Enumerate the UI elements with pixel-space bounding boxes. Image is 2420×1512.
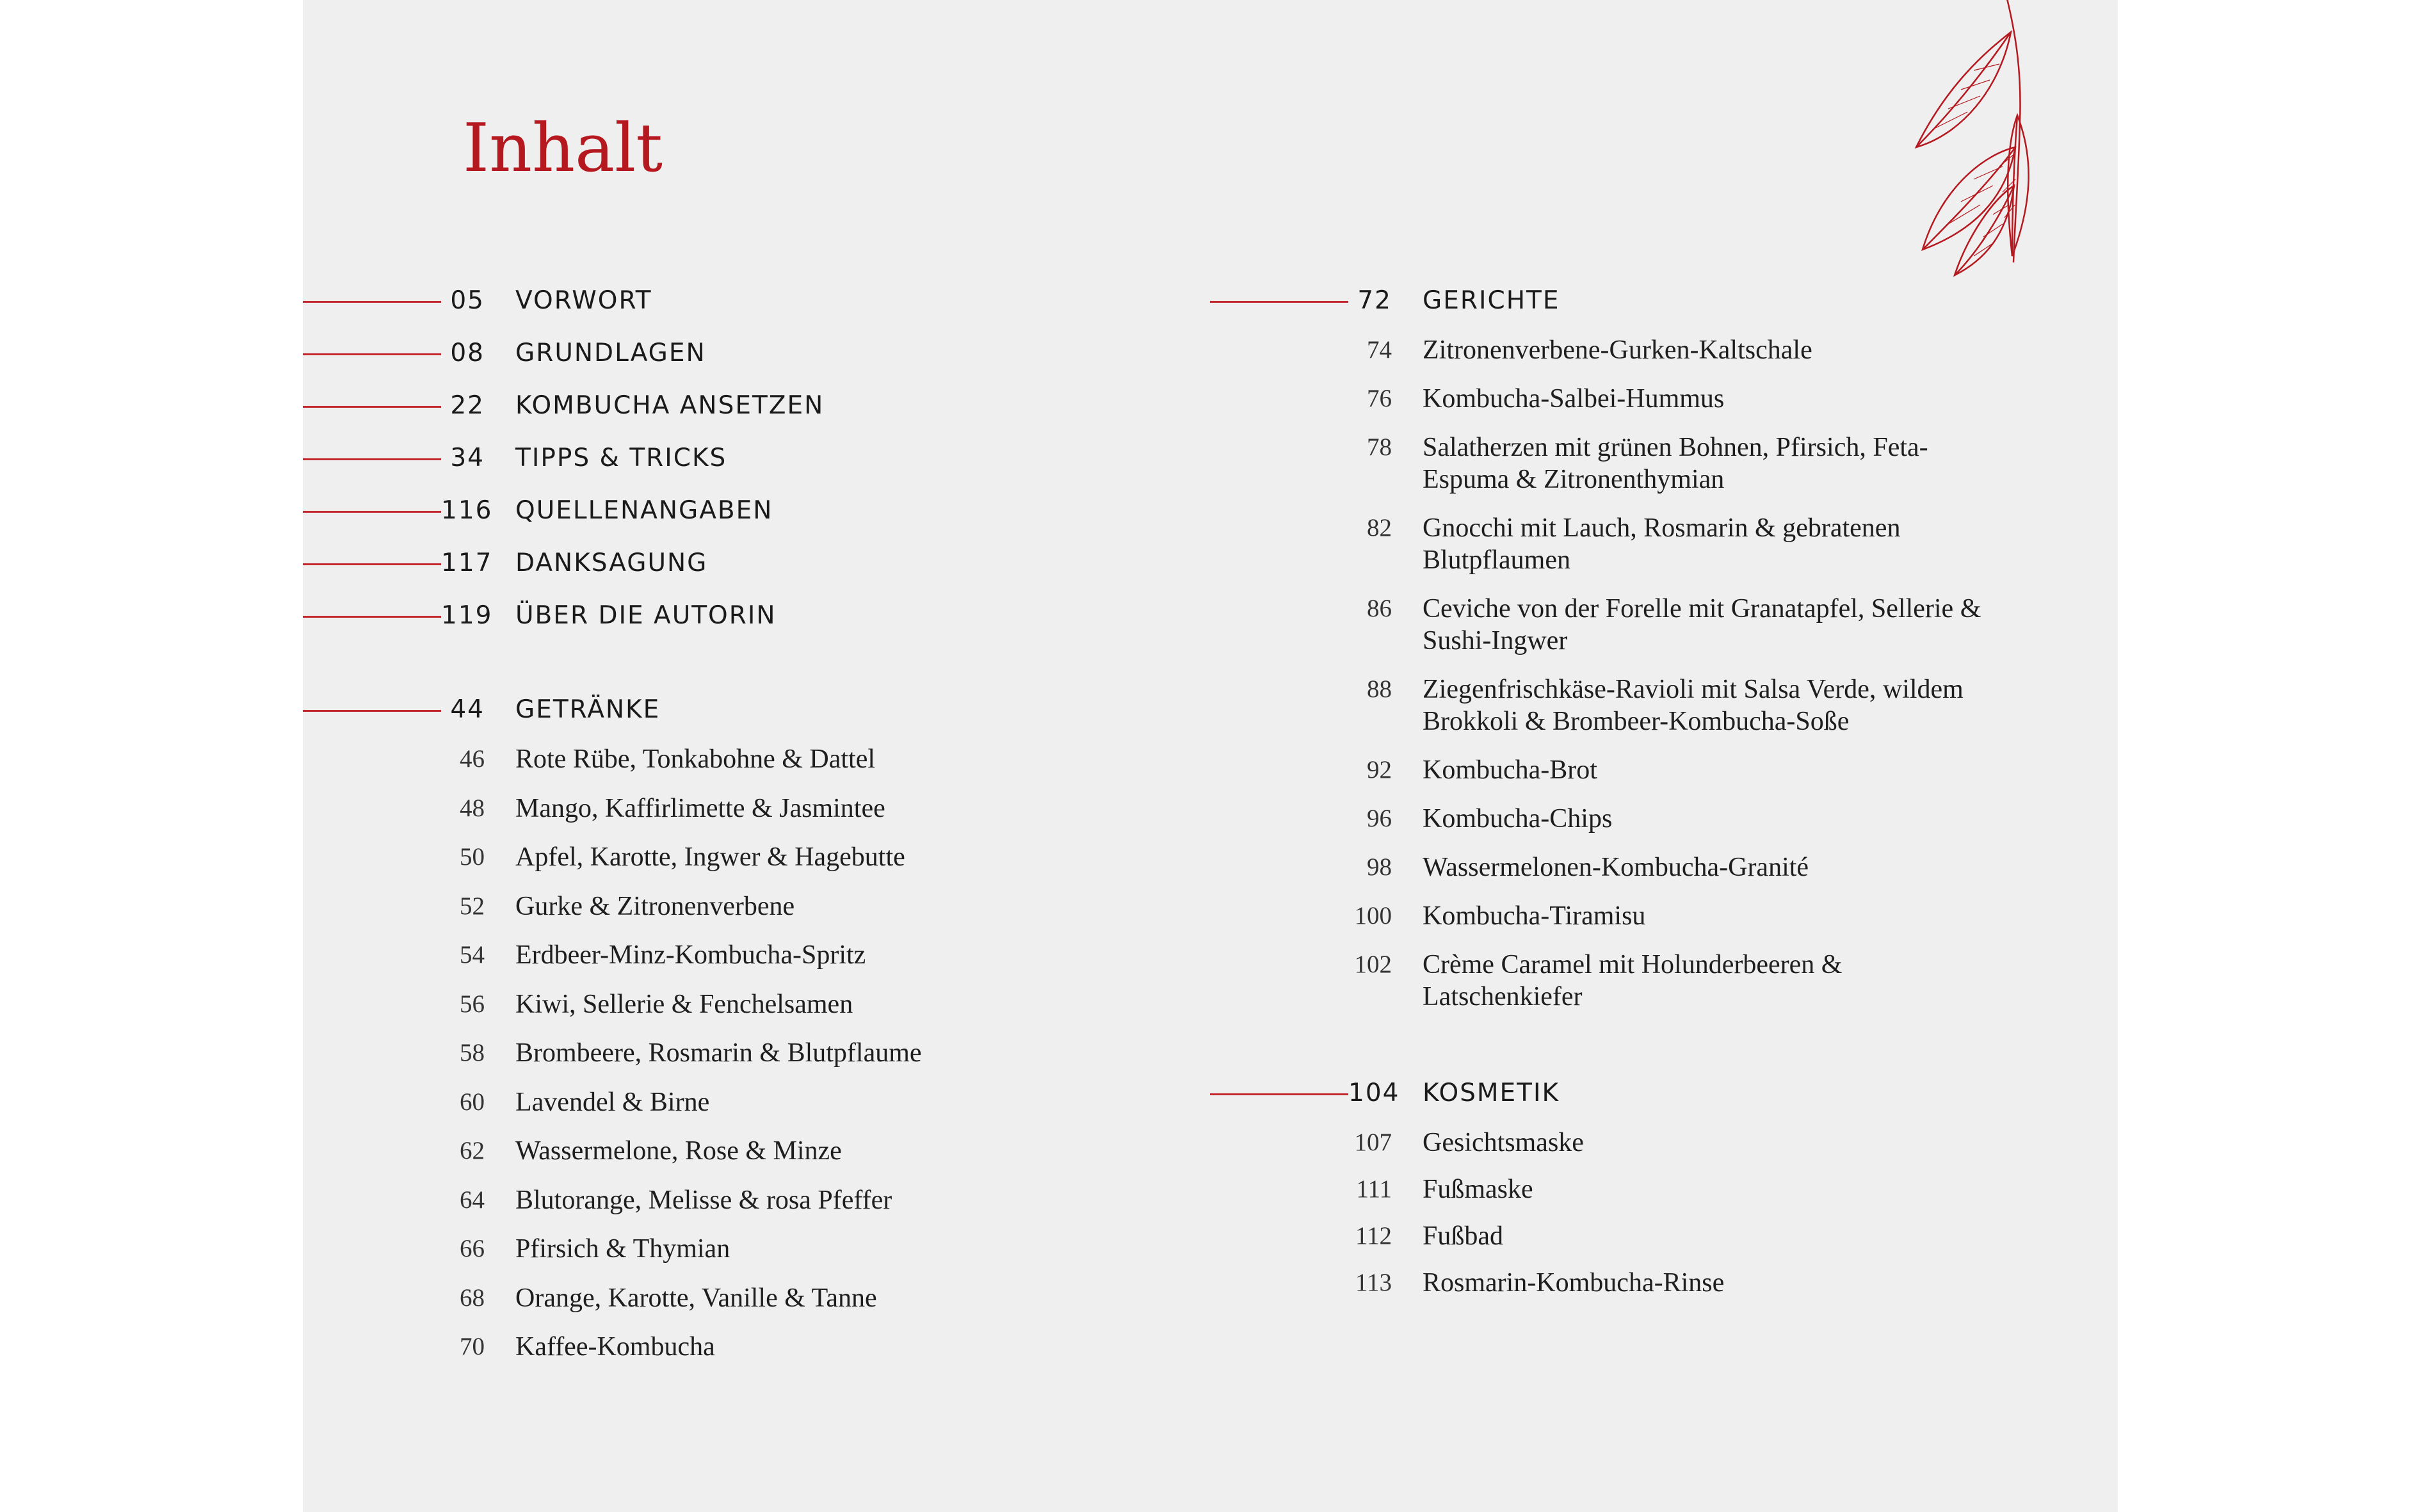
page-number: 104	[1348, 1079, 1400, 1107]
page-number: 34	[450, 444, 485, 472]
section-rule	[303, 616, 441, 618]
toc-section-dishes[interactable]	[1210, 282, 2042, 334]
section-title: DANKSAGUNG	[515, 549, 708, 577]
entry-title: Kombucha-Brot	[1423, 755, 1597, 785]
toc-entry[interactable]	[303, 841, 1135, 890]
page-number: 48	[460, 794, 485, 822]
section-title: GETRÄNKE	[515, 695, 661, 724]
entry-title: Rosmarin-Kombucha-Rinse	[1423, 1268, 1725, 1298]
toc-entry[interactable]	[1210, 1220, 2042, 1267]
toc-section-drinks[interactable]	[303, 691, 1135, 743]
section-rule	[303, 458, 441, 460]
toc-entry[interactable]	[1210, 949, 2042, 1029]
entry-title: Ceviche von der Forelle mit Granatapfel, Sellerie & Sushi-Ingwer	[1423, 594, 1981, 655]
section-title: TIPPS & TRICKS	[515, 444, 727, 472]
section-rule	[303, 563, 441, 565]
entry-title: Kombucha-Salbei-Hummus	[1423, 384, 1725, 414]
toc-entry[interactable]	[1210, 900, 2042, 949]
entry-title: Rote Rübe, Tonkabohne & Dattel	[515, 744, 876, 774]
page-number: 50	[460, 843, 485, 871]
entry-title: Apfel, Karotte, Ingwer & Hagebutte	[515, 842, 905, 872]
page-number: 100	[1354, 902, 1392, 929]
page-number: 119	[441, 601, 493, 630]
entry-title: Gnocchi mit Lauch, Rosmarin & gebratenen Blutpflaumen	[1423, 513, 1901, 575]
section-rule	[303, 353, 441, 355]
entry-title: Pfirsich & Thymian	[515, 1234, 730, 1264]
toc-entry[interactable]	[1210, 1267, 2042, 1314]
page-number: 56	[460, 990, 485, 1018]
page-number: 68	[460, 1283, 485, 1312]
page-number: 117	[441, 549, 493, 577]
page-number: 54	[460, 941, 485, 969]
section-rule	[1210, 301, 1348, 303]
entry-title: Gurke & Zitronenverbene	[515, 891, 795, 921]
toc-entry[interactable]	[1210, 1173, 2042, 1220]
entry-title: Fußbad	[1423, 1221, 1503, 1251]
page-number: 44	[450, 695, 485, 724]
entry-title: Lavendel & Birne	[515, 1087, 710, 1117]
toc-section[interactable]	[303, 597, 1135, 649]
page-number: 52	[460, 892, 485, 920]
page-number: 72	[1357, 286, 1392, 315]
toc-entry[interactable]	[1210, 512, 2042, 593]
entry-title: Kombucha-Chips	[1423, 804, 1613, 833]
toc-entry[interactable]	[1210, 851, 2042, 900]
toc-section[interactable]	[303, 387, 1135, 439]
toc-entry[interactable]	[303, 1282, 1135, 1331]
toc-entry[interactable]	[1210, 673, 2042, 754]
page-number: 05	[450, 286, 485, 315]
toc-entry[interactable]	[303, 988, 1135, 1038]
entry-title: Mango, Kaffirlimette & Jasmintee	[515, 793, 885, 823]
page-title: Inhalt	[463, 109, 663, 187]
entry-title: Kiwi, Sellerie & Fenchelsamen	[515, 989, 853, 1019]
book-page	[303, 0, 2118, 1512]
section-title: KOSMETIK	[1423, 1079, 1560, 1107]
page-number: 102	[1354, 951, 1392, 978]
entry-title: Kaffee-Kombucha	[515, 1332, 715, 1362]
page-number: 64	[460, 1186, 485, 1214]
entry-title: Blutorange, Melisse & rosa Pfeffer	[515, 1185, 892, 1215]
page-number: 76	[1367, 385, 1392, 412]
toc-entry[interactable]	[303, 1037, 1135, 1086]
entry-title: Crème Caramel mit Holunderbeeren & Latschenkiefer	[1423, 950, 1843, 1011]
toc-section[interactable]	[303, 492, 1135, 544]
section-rule	[303, 406, 441, 408]
section-title: GRUNDLAGEN	[515, 339, 706, 367]
page-number: 08	[450, 339, 485, 367]
toc-entry[interactable]	[303, 939, 1135, 988]
entry-title: Gesichtsmaske	[1423, 1128, 1584, 1157]
page-number: 111	[1356, 1175, 1392, 1203]
page-number: 96	[1367, 805, 1392, 832]
section-title: ÜBER DIE AUTORIN	[515, 601, 777, 630]
page-number: 113	[1355, 1269, 1392, 1296]
page-number: 86	[1367, 595, 1392, 622]
toc-entry[interactable]	[1210, 383, 2042, 431]
section-title: KOMBUCHA ANSETZEN	[515, 391, 825, 420]
toc-entry[interactable]	[1210, 593, 2042, 673]
toc-right-column	[1210, 282, 2042, 1314]
toc-section[interactable]	[303, 282, 1135, 334]
page-number: 107	[1354, 1129, 1392, 1156]
toc-section-cosmetics[interactable]	[1210, 1074, 2042, 1127]
toc-section[interactable]	[303, 544, 1135, 597]
page-number: 112	[1355, 1222, 1392, 1250]
page-number: 58	[460, 1039, 485, 1066]
toc-entry[interactable]	[1210, 431, 2042, 512]
section-rule	[303, 710, 441, 712]
entry-title: Wassermelonen-Kombucha-Granité	[1423, 853, 1809, 882]
section-title: GERICHTE	[1423, 286, 1560, 315]
page-number: 60	[460, 1088, 485, 1116]
entry-title: Fußmaske	[1423, 1175, 1533, 1204]
entry-title: Kombucha-Tiramisu	[1423, 901, 1646, 931]
page-number: 98	[1367, 853, 1392, 881]
toc-entry[interactable]	[1210, 803, 2042, 851]
toc-entry[interactable]	[303, 1184, 1135, 1234]
toc-entry[interactable]	[303, 792, 1135, 842]
entry-title: Salatherzen mit grünen Bohnen, Pfirsich, Feta-Espuma & Zitronenthymian	[1423, 433, 1928, 494]
entry-title: Erdbeer-Minz-Kombucha-Spritz	[515, 940, 866, 970]
section-title: VORWORT	[515, 286, 652, 315]
toc-section[interactable]	[303, 334, 1135, 387]
page-number: 116	[441, 496, 493, 525]
toc-entry[interactable]	[303, 1233, 1135, 1282]
section-rule	[303, 511, 441, 513]
entry-title: Ziegenfrischkäse-Ravioli mit Salsa Verde, wildem Brokkoli & Brombeer-Kombucha-Soße	[1423, 675, 1964, 736]
toc-left-column	[303, 282, 1135, 1380]
toc-entry[interactable]	[303, 890, 1135, 940]
toc-entry[interactable]	[303, 1135, 1135, 1184]
page-number: 62	[460, 1137, 485, 1164]
section-rule	[1210, 1093, 1348, 1095]
toc-entry[interactable]	[1210, 1127, 2042, 1173]
leaf-sprig-icon	[1878, 0, 2044, 294]
page-number: 66	[460, 1235, 485, 1262]
page-number: 70	[460, 1333, 485, 1360]
entry-title: Brombeere, Rosmarin & Blutpflaume	[515, 1038, 922, 1068]
entry-title: Zitronenverbene-Gurken-Kaltschale	[1423, 335, 1812, 365]
section-title: QUELLENANGABEN	[515, 496, 773, 525]
entry-title: Wassermelone, Rose & Minze	[515, 1136, 842, 1166]
page-number: 46	[460, 745, 485, 773]
section-rule	[303, 301, 441, 303]
page-number: 88	[1367, 675, 1392, 703]
toc-entry[interactable]	[1210, 334, 2042, 383]
toc-entry[interactable]	[303, 1086, 1135, 1136]
page-number: 82	[1367, 514, 1392, 542]
toc-entry[interactable]	[303, 1331, 1135, 1380]
entry-title: Orange, Karotte, Vanille & Tanne	[515, 1283, 877, 1313]
page-number: 78	[1367, 433, 1392, 461]
toc-section[interactable]	[303, 439, 1135, 492]
toc-entry[interactable]	[1210, 754, 2042, 803]
page-number: 22	[450, 391, 485, 420]
page-number: 74	[1367, 336, 1392, 364]
toc-entry[interactable]	[303, 743, 1135, 792]
page-number: 92	[1367, 756, 1392, 784]
